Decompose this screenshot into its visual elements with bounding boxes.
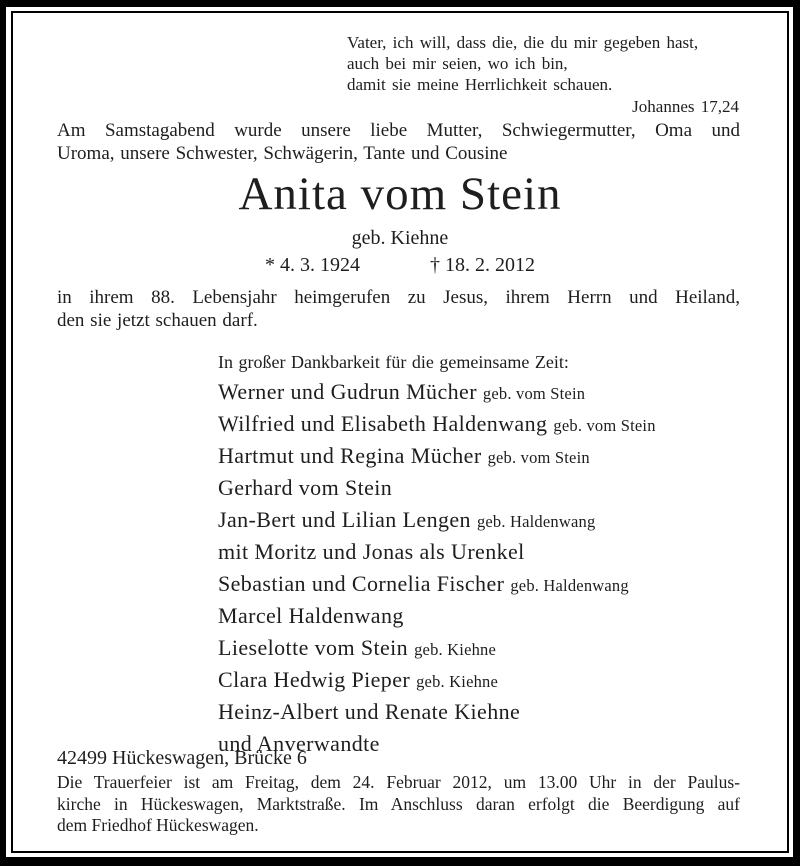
mourner-entry (218, 377, 758, 409)
passing-paragraph (57, 286, 740, 332)
mourner-maiden: geb. vom Stein (487, 448, 590, 467)
mourner-maiden: geb. Kiehne (416, 672, 499, 691)
mourner-name: Hartmut und Regina Mücher (218, 443, 482, 468)
mourner-name: Marcel Haldenwang (218, 603, 404, 628)
mourner-maiden: geb. vom Stein (482, 384, 586, 403)
mourner-maiden: geb. Haldenwang (510, 576, 629, 595)
mourner-name: Lieselotte vom Stein (218, 635, 409, 660)
mourners-lead: In großer Dankbarkeit für die gemeinsame Zeit: (218, 352, 569, 372)
mourner-entry (218, 665, 758, 697)
mourners-list (218, 347, 758, 761)
mourner-entry (218, 409, 758, 441)
bible-quote-line: Vater, ich will, dass die, die du mir gegeben hast, (347, 33, 699, 52)
intro-line: Am Samstagabend wurde unsere liebe Mutter, Schwiegermutter, Oma und (57, 120, 740, 141)
passing-line: den sie jetzt schauen darf. (57, 310, 258, 331)
mourner-entry (218, 601, 758, 633)
mourner-name: Jan-Bert und Lilian Lengen (218, 507, 471, 532)
funeral-line: Die Trauerfeier ist am Freitag, dem 24. Februar 2012, um 13.00 Uhr in der Paulus- (57, 772, 740, 792)
funeral-info (57, 772, 740, 837)
mourner-entry (218, 441, 758, 473)
funeral-line: dem Friedhof Hückeswagen. (57, 815, 259, 835)
bible-quote-line: auch bei mir seien, wo ich bin, (347, 54, 568, 73)
intro-paragraph (57, 119, 740, 165)
mourner-maiden: geb. Kiehne (414, 640, 497, 659)
passing-line: in ihrem 88. Lebensjahr heimgerufen zu Jesus, ihrem Herrn und Heiland, (57, 287, 740, 308)
mourner-entry (218, 473, 758, 505)
mourner-name: Clara Hedwig Pieper (218, 667, 411, 692)
maiden-name: geb. Kiehne (351, 227, 449, 249)
mourner-name: Heinz-Albert und Renate Kiehne (218, 699, 521, 724)
bible-quote (347, 32, 739, 117)
family-address: 42499 Hückeswagen, Brücke 6 (57, 747, 307, 769)
mourner-entry (218, 505, 758, 537)
mourner-name: mit Moritz und Jonas als Urenkel (218, 539, 525, 564)
bible-quote-source: Johannes 17,24 (632, 97, 739, 116)
mourner-entry (218, 537, 758, 569)
mourner-name: und Anverwandte (218, 731, 380, 756)
mourner-entry (218, 697, 758, 729)
bible-quote-line: damit sie meine Herrlichkeit schauen. (347, 75, 613, 94)
deceased-name: Anita vom Stein (238, 168, 562, 220)
intro-line: Uroma, unsere Schwester, Schwägerin, Tante und Cousine (57, 143, 508, 164)
mourner-name: Werner und Gudrun Mücher (218, 379, 477, 404)
mourner-entry (218, 569, 758, 601)
funeral-line: kirche in Hückeswagen, Marktstraße. Im Anschluss daran erfolgt die Beerdigung auf (57, 793, 740, 814)
mourner-name: Wilfried und Elisabeth Haldenwang (218, 411, 548, 436)
mourner-name: Sebastian und Cornelia Fischer (218, 571, 505, 596)
birth-date: * 4. 3. 1924 (265, 254, 360, 276)
mourner-maiden: geb. vom Stein (553, 416, 656, 435)
mourner-maiden: geb. Haldenwang (476, 512, 596, 531)
mourner-name: Gerhard vom Stein (218, 475, 393, 500)
mourner-entry (218, 633, 758, 665)
life-dates (0, 252, 800, 278)
death-date: † 18. 2. 2012 (430, 254, 535, 276)
